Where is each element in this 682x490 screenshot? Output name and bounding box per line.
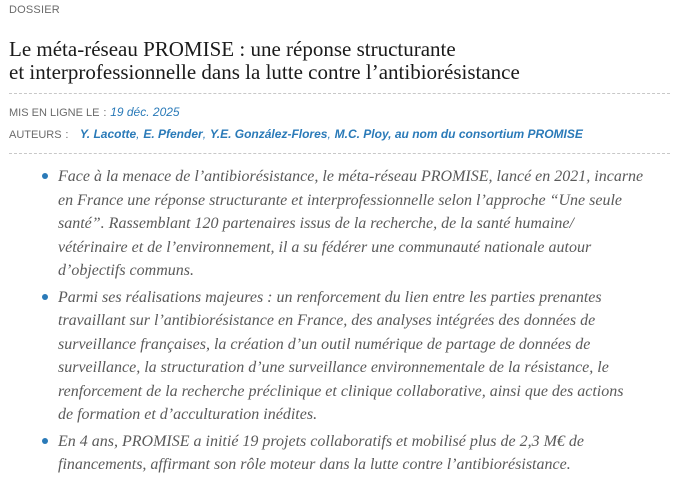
authors-label: AUTEURS xyxy=(9,129,62,141)
summary-text xyxy=(58,165,669,283)
summary-text xyxy=(58,430,669,477)
summary-line: En 4 ans, PROMISE a initié 19 projets collaboratifs et mobilisé plus de 2,3 M€ de xyxy=(58,432,585,450)
article-title-line: et interprofessionnelle dans la lutte contre l’antibiorésistance xyxy=(9,60,520,84)
published-date: 19 déc. 2025 xyxy=(110,105,180,119)
summary-line: surveillance françaises, la création d’un outil numérique de partage de données de xyxy=(58,335,591,353)
authors-separator: : xyxy=(65,129,69,141)
divider xyxy=(9,93,670,94)
summary-line: Face à la menace de l’antibiorésistance, le méta-réseau PROMISE, lancé en 2021, incarne xyxy=(58,168,644,185)
summary-line: santé”. Rassemblant 120 partenaires issus de la recherche, de la santé humaine/ xyxy=(58,215,574,232)
author-link[interactable]: Y.E. González-Flores xyxy=(209,127,328,141)
summary-item xyxy=(9,165,669,283)
author-separator: , xyxy=(202,127,207,141)
summary-line: financements, affirmant son rôle moteur dans la lutte contre l’antibiorésistance. xyxy=(58,456,571,473)
divider xyxy=(9,153,670,154)
published-label: MIS EN LIGNE LE xyxy=(9,107,100,119)
article-title xyxy=(9,38,669,84)
bullet-icon xyxy=(42,438,48,444)
bullet-icon xyxy=(42,294,48,300)
summary-line: d’objectifs communs. xyxy=(58,262,194,279)
publication-date-row xyxy=(9,104,180,121)
summary-line: renforcement de la recherche préclinique et clinique collaborative, ainsi que des actions xyxy=(58,382,624,400)
author-link[interactable]: Y. Lacotte xyxy=(79,127,137,141)
summary-item xyxy=(9,430,669,477)
summary-line: de formation et d’acculturation inédites. xyxy=(58,406,318,423)
summary-line: Parmi ses réalisations majeures : un renforcement du lien entre les parties prenantes xyxy=(58,288,602,306)
published-separator: : xyxy=(103,107,107,119)
summary-item xyxy=(9,286,669,427)
bullet-icon xyxy=(42,173,48,179)
author-separator: , xyxy=(136,127,140,141)
article-title-line: Le méta-réseau PROMISE : une réponse structurante xyxy=(9,37,456,61)
author-link[interactable]: E. Pfender xyxy=(143,127,203,141)
summary-line: vétérinaire et de l’environnement, il a su fédérer une communauté nationale autour xyxy=(58,238,592,256)
section-label: DOSSIER xyxy=(9,4,60,16)
authors-row xyxy=(9,126,583,143)
summary-list xyxy=(9,165,669,480)
summary-line: en France une réponse structurante et interprofessionnelle selon l’approche “Une seule xyxy=(58,191,623,209)
author-separator: , xyxy=(327,127,331,141)
author-link[interactable]: M.C. Ploy, au nom du consortium PROMISE xyxy=(334,127,583,141)
summary-line: surveillance, la structuration d’une surveillance environnementale de la résistance, le xyxy=(58,359,609,376)
summary-line: travaillant sur l’antibiorésistance en France, des analyses intégrées des données de xyxy=(58,312,596,329)
summary-text xyxy=(58,286,669,427)
